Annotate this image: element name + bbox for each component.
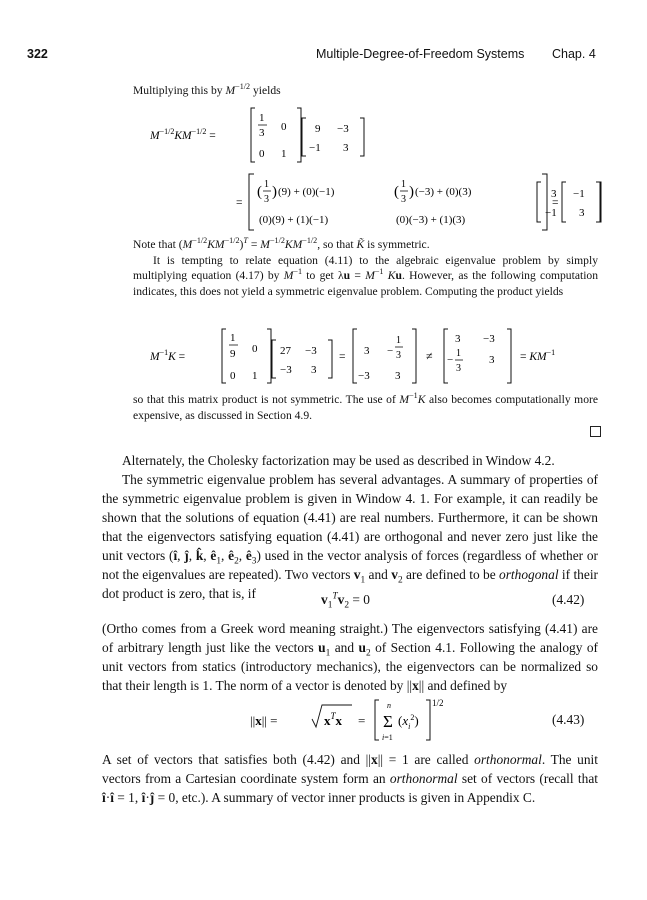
svg-text:): ) (409, 184, 414, 200)
svg-text:3: 3 (259, 127, 265, 139)
svg-text:=: = (358, 713, 366, 728)
svg-text:=: = (236, 197, 243, 209)
svg-text:Σ: Σ (383, 712, 393, 731)
equation-number-4-43: (4.43) (552, 712, 585, 727)
equation-4-42: $v_1^Tv_2 = 0$ (321, 591, 370, 611)
svg-text:3: 3 (579, 207, 585, 219)
svg-text:(: ( (394, 184, 399, 200)
svg-text:1: 1 (264, 179, 269, 190)
svg-text:3: 3 (551, 188, 557, 200)
svg-text:−3: −3 (483, 333, 495, 345)
svg-text:27: 27 (280, 345, 291, 357)
svg-text:9: 9 (315, 123, 321, 135)
tempting-paragraph: It is tempting to relate equation (4.11) to the algebraic eigenvalue problem by simply multiplying equation (4.17) by $M^{-1}$ to get $\lambda u = M^{-1}$ Ku. However, as the following computation indicates, this does not yield a symmetric eigenvalue problem. Computing the product yields (133, 253, 599, 298)
svg-text:0: 0 (230, 370, 236, 382)
svg-text:(0)(−3) + (1)(3): (0)(−3) + (1)(3) (396, 214, 466, 226)
svg-text:(xi2): $(x_i^2)$ (398, 713, 419, 731)
svg-text:3: 3 (489, 354, 495, 366)
symmetry-note: Note that $(M^{-1/2}KM^{-1/2})^T = M^{-1/2}KM^{-1/2}$, so that K̃ is symmetric. (133, 236, 430, 251)
svg-text:3: 3 (455, 333, 461, 345)
svg-text:−: − (447, 354, 454, 366)
svg-text:=: = (339, 351, 346, 363)
svg-text:n: n (387, 701, 391, 710)
svg-text:3: 3 (396, 350, 401, 361)
svg-text:1: 1 (456, 348, 461, 359)
equation-minv-k (150, 326, 580, 388)
svg-text:−: − (387, 345, 394, 357)
svg-text:(: ( (257, 184, 262, 200)
equation-product-expanded (150, 171, 580, 233)
eq1-a-11: 1 (259, 112, 265, 124)
svg-text:1: 1 (401, 179, 406, 190)
svg-text:−3: −3 (337, 123, 349, 135)
svg-text:1: 1 (281, 148, 287, 160)
svg-text:9: 9 (230, 348, 236, 360)
running-title: Multiple-Degree-of-Freedom Systems (316, 47, 525, 61)
svg-text:=: = (552, 197, 559, 209)
eq1-lhs: $M^{-1/2}KM^{-1/2}$ = (150, 127, 216, 142)
svg-text:1: 1 (396, 335, 401, 346)
svg-text:(−3) + (0)(3): (−3) + (0)(3) (415, 186, 472, 198)
svg-text:(0)(9) + (1)(−1): (0)(9) + (1)(−1) (259, 214, 329, 226)
svg-text:0: 0 (252, 343, 258, 355)
cholesky-paragraph: Alternately, the Cholesky factorization may be used as described in Window 4.2. (122, 453, 555, 468)
svg-text:−1: −1 (309, 142, 321, 154)
ortho-paragraph: (Ortho comes from a Greek word meaning straight.) The eigenvectors satisfying (4.41) are of arbitrary length just like the vectors $u_1$ and $u_2$ of Section 4.1. Following the analogy of unit vectors from statics (introductory mechanics), the eigenvectors can be normalized so that their length is 1. The norm of a vector is denoted by ||x|| and defined by (102, 621, 599, 693)
svg-text:−3: −3 (280, 364, 292, 376)
svg-text:1/2: 1/2 (432, 698, 444, 708)
example-intro: Multiplying this by $M^{-1/2}$ yields (133, 82, 281, 97)
equation-4-43 (250, 695, 450, 747)
svg-text:3: 3 (311, 364, 317, 376)
svg-text:−3: −3 (305, 345, 317, 357)
svg-text:−1: −1 (573, 188, 585, 200)
not-symmetric-paragraph: so that this matrix product is not symmetric. The use of $M^{-1}K$ also becomes computationally more expensive, as discussed in Section 4.9. (133, 391, 598, 422)
svg-text:3: 3 (343, 142, 349, 154)
svg-text:= KM−1: = $KM^{-1}$ (520, 348, 556, 363)
svg-text:−1: −1 (545, 207, 557, 219)
svg-text:xTx: $x^Tx$ (324, 711, 343, 728)
svg-text:3: 3 (395, 370, 401, 382)
orthonormal-paragraph: A set of vectors that satisfies both (4.42) and ||x|| = 1 are called orthonormal. The unit vectors from a Cartesian coordinate system form an orthonormal set of vectors (recall that î·î = 1, î·ĵ = 0, etc.). A summary of vector inner products is given in Appendix C. (102, 752, 598, 805)
svg-text:): ) (272, 184, 277, 200)
svg-text:3: 3 (264, 194, 269, 205)
svg-text:0: 0 (281, 121, 287, 133)
example-text (133, 237, 598, 299)
main-body-text (102, 451, 598, 603)
equation-mkm-product (150, 104, 380, 166)
not-equal-sign: ≠ (426, 349, 433, 363)
page-number: 322 (27, 47, 48, 61)
svg-text:(9) + (0)(−1): (9) + (0)(−1) (278, 186, 335, 198)
end-of-example-square (590, 426, 601, 437)
svg-text:3: 3 (401, 194, 406, 205)
svg-text:3: 3 (364, 345, 370, 357)
svg-text:M−1K =: $M^{-1}K$ = (150, 348, 186, 363)
symmetric-advantages-paragraph: The symmetric eigenvalue problem has several advantages. A summary of properties of the symmetric eigenvalue problem is given in Window 4. 1. For example, it can readily be shown that the solutions of equation (4.41) are real numbers. Furthermore, it can be shown that the eigenvectors satisfying equation (4.41) are orthogonal and never zero just like the unit vectors (î, ĵ, k̂, $ê_1$, $ê_2$, $ê_3$) used in the vector analysis of forces (regardless of whether or not the eigenvalues are repeated). Two vectors $v_1$ and $v_2$ are defined to be orthogonal if their dot product is zero, that is, if (102, 472, 599, 601)
svg-text:||x|| =: ||x|| = (250, 713, 278, 728)
equation-number-4-42: (4.42) (552, 592, 585, 607)
svg-text:i=1: i=1 (382, 733, 393, 742)
svg-text:−3: −3 (358, 370, 370, 382)
result-matrix-symmetric (535, 180, 605, 224)
svg-text:1: 1 (230, 332, 236, 344)
svg-text:3: 3 (456, 363, 461, 374)
svg-text:0: 0 (259, 148, 265, 160)
svg-text:1: 1 (252, 370, 258, 382)
chapter-label: Chap. 4 (552, 47, 596, 61)
